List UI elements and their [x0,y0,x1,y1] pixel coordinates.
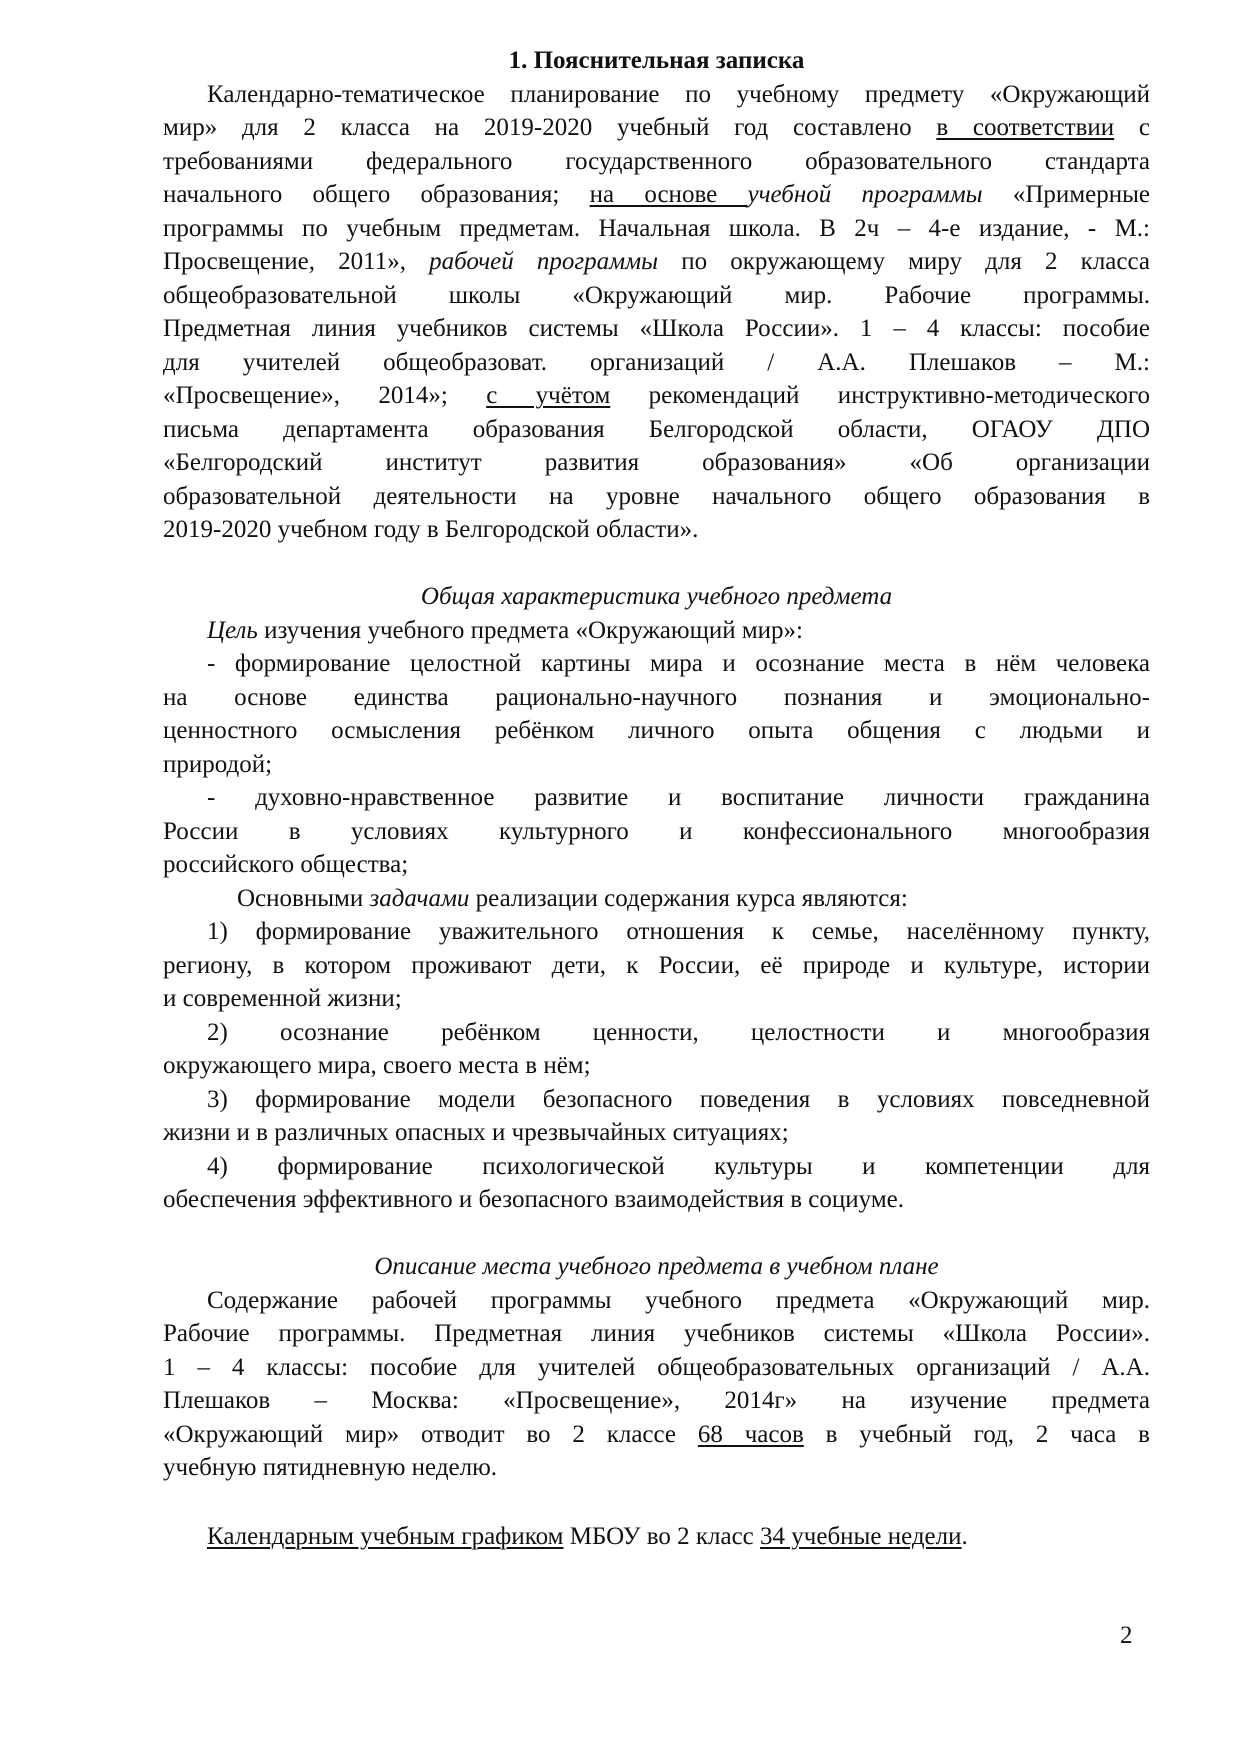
paragraph-spacer [163,1217,1150,1251]
section-heading: Общая характеристика учебного предмета [420,583,893,610]
text-line [163,1317,1150,1351]
text-run: обеспечения эффективного и безопасного взаимодействия в социуме. [163,1186,904,1213]
italic-text: Цель [207,616,258,644]
text-line [163,614,1150,648]
text-run: общеобразовательной школы «Окружающий мир. Рабочие программы. [163,281,1150,309]
text-run: по окружающему миру для 2 класса [658,248,1150,275]
text-line [163,446,1150,480]
text-run: Календарно-тематическое планирование по учебному предмету «Окружающий [207,80,1150,108]
italic-text: рабочей программы [429,248,659,275]
underlined-text: на основе [589,181,748,208]
text-line [163,882,1150,916]
paragraph [163,614,1150,648]
paragraph [163,1520,1150,1554]
page-number: 2 [1120,1622,1133,1649]
text-line [163,178,1150,212]
text-line [163,1351,1150,1385]
text-run: 1 – 4 классы: пособие для учителей общеобразовательных организаций / А.А. [163,1353,1150,1381]
text-line [163,1016,1150,1050]
text-line [163,413,1150,447]
text-line [163,346,1150,380]
text-run: 3) формирование модели безопасного поведения в условиях повседневной [207,1085,1150,1113]
text-run: ценностного осмысления ребёнком личного опыта общения с людьми и [163,717,1150,744]
text-line [163,714,1150,748]
text-run: природой; [163,750,273,778]
text-run: с [1114,114,1150,141]
underlined-text: 34 учебные недели [760,1522,962,1550]
paragraph [163,882,1150,916]
text-run: рекомендаций инструктивно-методического [610,382,1150,409]
text-run: Плешаков – Москва: «Просвещение», 2014г» на изучение предмета [163,1387,1150,1414]
text-line [163,1049,1150,1083]
text-run: 2019-2020 учебном году в Белгородской области». [163,516,699,543]
text-run: «Просвещение», 2014»; [163,382,487,409]
text-line [163,848,1150,882]
underlined-text: 68 часов [697,1420,804,1448]
text-line [163,1418,1150,1452]
text-line [163,1384,1150,1418]
text-run: письма департамента образования Белгородской области, ОГАОУ ДПО [163,415,1150,443]
text-run: российского общества; [163,851,409,878]
text-line [163,1183,1150,1217]
text-line [163,982,1150,1016]
text-run: 2) осознание ребёнком ценности, целостности и многообразия [207,1018,1150,1046]
text-run: России в условиях культурного и конфессионального многообразия [163,817,1150,845]
paragraph [163,1083,1150,1150]
text-line [163,681,1150,715]
text-run: «Белгородский институт развития образования» «Об организации [163,449,1150,476]
text-run: мир» для 2 класса на 2019-2020 учебный год составлено [163,114,937,141]
text-run: МБОУ во 2 класс [563,1522,761,1550]
text-run: Основными [237,884,370,912]
text-run: Предметная линия учебников системы «Школа России». 1 – 4 классы: пособие [163,315,1150,342]
text-run: на основе единства рационально-научного познания и эмоционально- [163,683,1150,711]
text-run: региону, в котором проживают дети, к России, её природе и культуре, истории [163,951,1150,979]
text-run: образовательной деятельности на уровне начального общего образования в [163,482,1150,510]
italic-text: учебной программы [747,181,983,208]
text-line [163,513,1150,547]
underlined-text: Календарным учебным графиком [207,1522,564,1550]
paragraph [163,1016,1150,1083]
text-run: программы по учебным предметам. Начальная школа. В 2ч – 4-е издание, - М.: [163,214,1150,242]
text-line [163,78,1150,112]
text-run: Рабочие программы. Предметная линия учебников системы «Школа России». [163,1320,1150,1347]
text-run: «Примерные [982,181,1151,208]
text-run: 1) формирование уважительного отношения к семье, населённому пункту, [207,918,1150,945]
paragraph [163,647,1150,781]
underlined-text: в соответствии [936,114,1115,141]
text-run: «Окружающий мир» отводит во 2 классе [163,1420,698,1448]
text-run: Просвещение, 2011», [163,248,430,275]
italic-text: задачами [369,884,470,912]
text-line [163,212,1150,246]
paragraph-spacer [163,1485,1150,1520]
text-line [163,781,1150,815]
text-line [163,1150,1150,1184]
document-page [163,44,1150,1553]
text-run: изучения учебного предмета «Окружающий мир»: [257,616,803,644]
paragraph-spacer [163,547,1150,581]
text-line [163,279,1150,313]
text-line [163,1520,1150,1554]
section-title: 1. Пояснительная записка [508,47,805,74]
text-run: . [961,1522,968,1550]
section-heading: Описание места учебного предмета в учебном плане [374,1253,939,1280]
text-line [163,647,1150,681]
text-run: для учителей общеобразоват. организаций / А.А. Плешаков – М.: [163,348,1150,376]
text-line [163,379,1150,413]
text-line [163,312,1150,346]
paragraph [163,781,1150,882]
text-run: начального общего образования; [163,181,590,208]
text-line [163,111,1150,145]
text-run: требованиями федерального государственного образовательного стандарта [163,147,1150,175]
paragraph [163,78,1150,547]
text-run: жизни и в различных опасных и чрезвычайных ситуациях; [163,1119,789,1146]
text-line [163,815,1150,849]
paragraph [163,1284,1150,1485]
text-run: - формирование целостной картины мира и осознание места в нём человека [207,650,1150,677]
text-line [163,1116,1150,1150]
text-line [163,915,1150,949]
text-line [163,1083,1150,1117]
text-line [163,480,1150,514]
text-run: 4) формирование психологической культуры и компетенции для [207,1152,1150,1180]
text-line [163,1284,1150,1318]
text-run: учебную пятидневную неделю. [163,1454,498,1481]
text-line [163,245,1150,279]
underlined-text: с учётом [486,382,611,409]
paragraph [163,1150,1150,1217]
text-run: реализации содержания курса являются: [469,884,908,912]
document-body [163,78,1150,1554]
paragraph [163,915,1150,1016]
text-run: и современной жизни; [163,985,402,1012]
text-line [163,748,1150,782]
text-run: в учебный год, 2 часа в [803,1420,1150,1448]
text-run: Содержание рабочей программы учебного предмета «Окружающий мир. [207,1286,1150,1314]
text-run: окружающего мира, своего места в нём; [163,1052,591,1079]
text-line [163,145,1150,179]
text-line [163,949,1150,983]
text-line [163,1451,1150,1485]
text-run: - духовно-нравственное развитие и воспитание личности гражданина [207,784,1150,811]
